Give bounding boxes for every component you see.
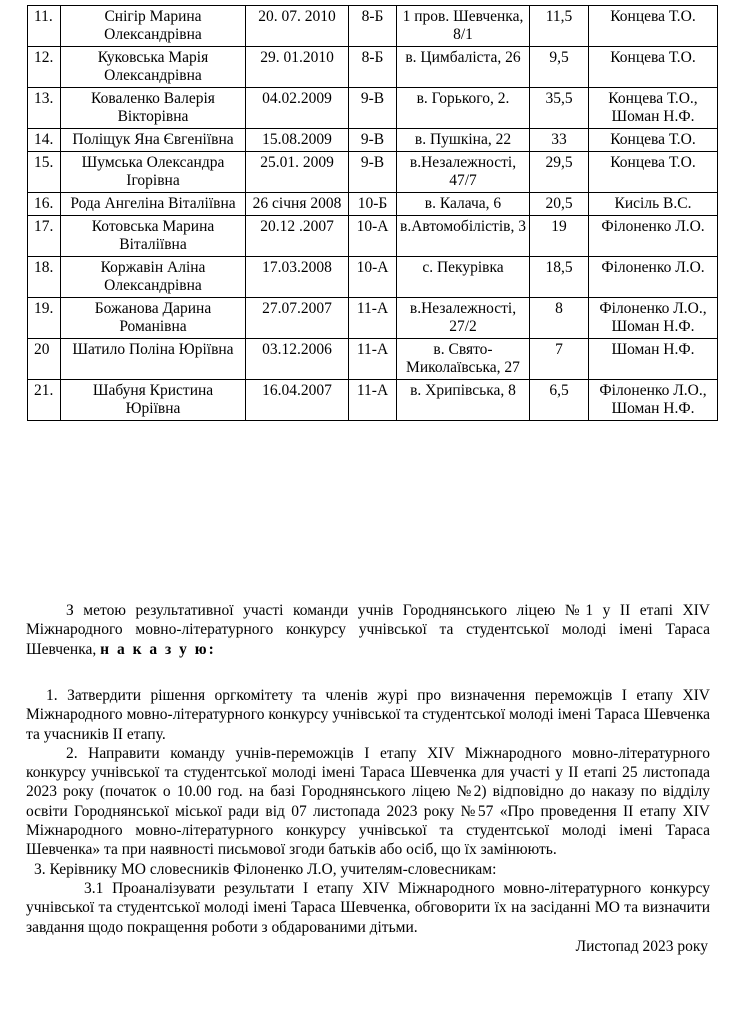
score-cell: 8 (530, 298, 589, 339)
birth-date-cell: 29. 01.2010 (246, 47, 349, 88)
score-cell: 11,5 (530, 6, 589, 47)
document-date: Листопад 2023 року (575, 937, 708, 955)
intro-text: З метою результативної участі команди учнів Городнянського ліцею №1 у ІІ етапі XIV Міжнародного мовно-літературного конкурсу учнівської та студентської молоді імені Тараса Шевченка, (26, 602, 710, 658)
row-number-cell: 12. (28, 47, 61, 88)
teacher-cell: Філоненко Л.О. (589, 216, 718, 257)
class-name-cell: 8-Б (349, 6, 397, 47)
teacher-cell: Шоман Н.Ф. (589, 339, 718, 380)
birth-date-cell: 15.08.2009 (246, 129, 349, 152)
table-row (28, 152, 718, 193)
table-row (28, 88, 718, 129)
items-block (26, 686, 710, 956)
teacher-cell: Концева Т.О. (589, 6, 718, 47)
address-cell: в. Хрипівська, 8 (397, 380, 530, 421)
row-number-cell: 18. (28, 257, 61, 298)
student-name-cell: Куковська Марія Олександрівна (61, 47, 246, 88)
class-name-cell: 11-А (349, 298, 397, 339)
student-name-cell: Божанова Дарина Романівна (61, 298, 246, 339)
row-number-cell: 14. (28, 129, 61, 152)
results-table (27, 5, 718, 421)
table-row (28, 216, 718, 257)
class-name-cell: 9-В (349, 88, 397, 129)
student-name-cell: Котовська Марина Віталіївна (61, 216, 246, 257)
row-number-cell: 20 (28, 339, 61, 380)
birth-date-cell: 27.07.2007 (246, 298, 349, 339)
student-name-cell: Шатило Поліна Юріївна (61, 339, 246, 380)
address-cell: в. Свято-Миколаївська, 27 (397, 339, 530, 380)
intro-paragraph (26, 601, 710, 659)
student-name-cell: Коваленко Валерія Вікторівна (61, 88, 246, 129)
address-cell: в.Автомобілістів, 3 (397, 216, 530, 257)
table-row (28, 257, 718, 298)
address-cell: в.Незалежності, 27/2 (397, 298, 530, 339)
order-word: н а к а з у ю: (100, 640, 216, 658)
teacher-cell: Концева Т.О., Шоман Н.Ф. (589, 88, 718, 129)
table-row (28, 193, 718, 216)
birth-date-cell: 20.12 .2007 (246, 216, 349, 257)
teacher-cell: Концева Т.О. (589, 152, 718, 193)
teacher-cell: Концева Т.О. (589, 47, 718, 88)
teacher-cell: Філоненко Л.О. (589, 257, 718, 298)
class-name-cell: 10-А (349, 216, 397, 257)
table-row (28, 339, 718, 380)
address-cell: в. Горького, 2. (397, 88, 530, 129)
teacher-cell: Філоненко Л.О., Шоман Н.Ф. (589, 380, 718, 421)
score-cell: 33 (530, 129, 589, 152)
row-number-cell: 17. (28, 216, 61, 257)
score-cell: 18,5 (530, 257, 589, 298)
birth-date-cell: 25.01. 2009 (246, 152, 349, 193)
row-number-cell: 21. (28, 380, 61, 421)
student-name-cell: Снігір Марина Олександрівна (61, 6, 246, 47)
table-row (28, 298, 718, 339)
table-row (28, 380, 718, 421)
class-name-cell: 10-Б (349, 193, 397, 216)
table-row (28, 129, 718, 152)
class-name-cell: 8-Б (349, 47, 397, 88)
student-name-cell: Шабуня Кристина Юріївна (61, 380, 246, 421)
birth-date-cell: 20. 07. 2010 (246, 6, 349, 47)
row-number-cell: 19. (28, 298, 61, 339)
table-row (28, 47, 718, 88)
address-cell: в. Цимбаліста, 26 (397, 47, 530, 88)
address-cell: в. Пушкіна, 22 (397, 129, 530, 152)
birth-date-cell: 04.02.2009 (246, 88, 349, 129)
score-cell: 7 (530, 339, 589, 380)
class-name-cell: 10-А (349, 257, 397, 298)
student-name-cell: Шумська Олександра Ігорівна (61, 152, 246, 193)
birth-date-cell: 16.04.2007 (246, 380, 349, 421)
results-table-body (28, 6, 718, 421)
item-2: 2. Направити команду учнів-переможців І етапу XIV Міжнародного мовно-літературного конкурсу учнівської та студентської молоді імені Тараса Шевченка для участі у ІІ етапі 25 листопада 2023 року (початок о 10.00 год. на базі Городнянського ліцею №2) відповідно до наказу по відділу освіти Городнянської міської ради від 07 листопада 2023 року №57 «Про проведення ІІ етапу XIV Міжнародного мовно-літературного конкурсу учнівської та студентської молоді імені Тараса Шевченка» та при наявності письмової згоди батьків або осіб, що їх замінюють. (26, 744, 710, 859)
teacher-cell: Кисіль В.С. (589, 193, 718, 216)
class-name-cell: 9-В (349, 129, 397, 152)
score-cell: 9,5 (530, 47, 589, 88)
item-3: 3. Керівнику МО словесників Філоненко Л.О, учителям-словесникам: (34, 860, 497, 878)
item-1: 1. Затвердити рішення оргкомітету та членів журі про визначення переможців І етапу XIV Міжнародного мовно-літературного конкурсу учнівської та студентської молоді імені Тараса Шевченка та учасників ІІ етапу. (26, 687, 710, 743)
class-name-cell: 9-В (349, 152, 397, 193)
row-number-cell: 11. (28, 6, 61, 47)
class-name-cell: 11-А (349, 380, 397, 421)
address-cell: с. Пекурівка (397, 257, 530, 298)
address-cell: 1 пров. Шевченка, 8/1 (397, 6, 530, 47)
student-name-cell: Поліщук Яна Євгеніївна (61, 129, 246, 152)
score-cell: 6,5 (530, 380, 589, 421)
teacher-cell: Філоненко Л.О., Шоман Н.Ф. (589, 298, 718, 339)
score-cell: 35,5 (530, 88, 589, 129)
intro-block (26, 601, 710, 659)
birth-date-cell: 17.03.2008 (246, 257, 349, 298)
birth-date-cell: 26 січня 2008 (246, 193, 349, 216)
item-3-1: 3.1 Проаналізувати результати І етапу XIV Міжнародного мовно-літературного конкурсу учнівської та студентської молоді імені Тараса Шевченка, обговорити їх на засіданні МО та визначити завдання щодо покращення роботи з обдарованими дітьми. (26, 879, 710, 936)
score-cell: 29,5 (530, 152, 589, 193)
birth-date-cell: 03.12.2006 (246, 339, 349, 380)
score-cell: 20,5 (530, 193, 589, 216)
address-cell: в.Незалежності, 47/7 (397, 152, 530, 193)
row-number-cell: 13. (28, 88, 61, 129)
address-cell: в. Калача, 6 (397, 193, 530, 216)
row-number-cell: 15. (28, 152, 61, 193)
student-name-cell: Коржавін Аліна Олександрівна (61, 257, 246, 298)
student-name-cell: Рода Ангеліна Віталіївна (61, 193, 246, 216)
score-cell: 19 (530, 216, 589, 257)
class-name-cell: 11-А (349, 339, 397, 380)
teacher-cell: Концева Т.О. (589, 129, 718, 152)
table-row (28, 6, 718, 47)
row-number-cell: 16. (28, 193, 61, 216)
